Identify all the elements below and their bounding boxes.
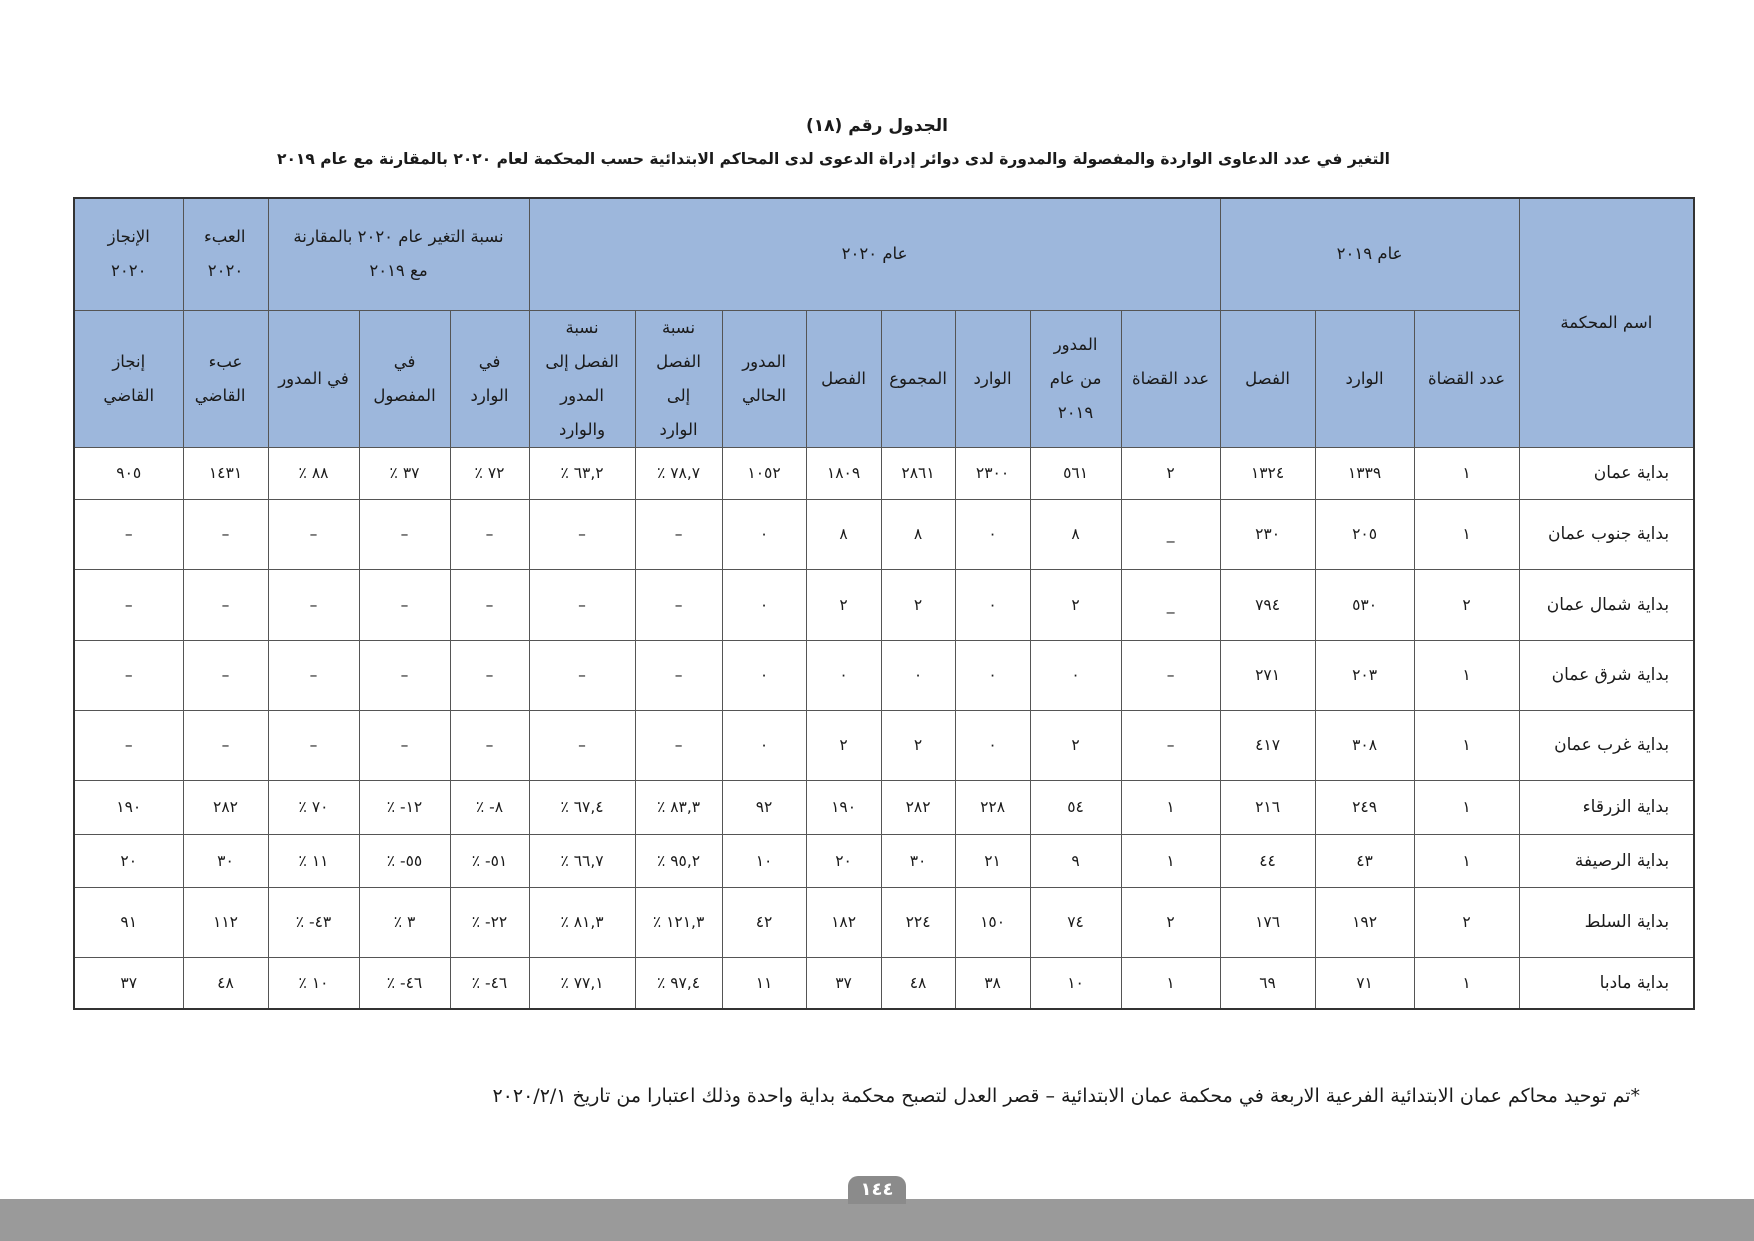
table-cell: ١٠٥٢ — [722, 447, 806, 499]
header-carried-from-2019: المدور من عام ٢٠١٩ — [1030, 310, 1121, 447]
table-cell: – — [74, 569, 183, 640]
table-cell: ٦٧,٤ ٪ — [529, 780, 635, 834]
table-cell: ٢٢٨ — [955, 780, 1030, 834]
header-court-name: اسم المحكمة — [1519, 198, 1694, 447]
table-cell: – — [183, 640, 268, 710]
table-cell: ١ — [1121, 780, 1220, 834]
table-cell: ٤٨ — [881, 957, 955, 1009]
header-resolution-to-incoming: نسبة الفصل إلى الوارد — [635, 310, 722, 447]
table-cell: ٢١٦ — [1220, 780, 1315, 834]
header-group-backlog: العبء ٢٠٢٠ — [183, 198, 268, 310]
table-cell: ٩٥,٢ ٪ — [635, 834, 722, 887]
table-cell: ٨ — [1030, 499, 1121, 569]
table-cell: ٢ — [881, 569, 955, 640]
table-cell: ١١ ٪ — [268, 834, 359, 887]
table-cell: ١٢١,٣ ٪ — [635, 887, 722, 957]
table-cell: – — [359, 640, 450, 710]
table-row — [74, 834, 1694, 887]
table-cell: ٧٧,١ ٪ — [529, 957, 635, 1009]
table-cell: ٢ — [1414, 887, 1519, 957]
table-cell: ٠ — [881, 640, 955, 710]
court-name-cell: بداية شرق عمان — [1519, 640, 1694, 710]
table-cell: ١٨٢ — [806, 887, 881, 957]
header-change-resolved: في المفصول — [359, 310, 450, 447]
table-cell: ٧٩٤ — [1220, 569, 1315, 640]
header-judge-achievement: إنجاز القاضي — [74, 310, 183, 447]
table-cell: ١٠ — [722, 834, 806, 887]
table-cell: – — [268, 569, 359, 640]
table-cell: ١ — [1414, 499, 1519, 569]
table-cell: ٢٢- ٪ — [450, 887, 529, 957]
table-cell: ٨٨ ٪ — [268, 447, 359, 499]
table-cell: – — [635, 640, 722, 710]
table-cell: ٧١ — [1315, 957, 1414, 1009]
table-cell: ١٢- ٪ — [359, 780, 450, 834]
table-cell: ٥٥- ٪ — [359, 834, 450, 887]
table-cell: – — [74, 499, 183, 569]
table-cell: ٦٣,٢ ٪ — [529, 447, 635, 499]
table-cell: ١١ — [722, 957, 806, 1009]
table-cell: – — [635, 499, 722, 569]
table-cell: ٩٧,٤ ٪ — [635, 957, 722, 1009]
table-cell: ١٣٣٩ — [1315, 447, 1414, 499]
table-cell: ٣٧ — [806, 957, 881, 1009]
header-group-2020: عام ٢٠٢٠ — [529, 198, 1220, 310]
table-cell: ٣٧ ٪ — [359, 447, 450, 499]
table-number: الجدول رقم (١٨) — [805, 116, 948, 136]
table-cell: ١ — [1414, 447, 1519, 499]
table-cell: ١٩٢ — [1315, 887, 1414, 957]
table-cell: ٠ — [722, 710, 806, 780]
header-judge-backlog: عبء القاضي — [183, 310, 268, 447]
table-cell: ٢ — [806, 710, 881, 780]
table-cell: – — [450, 569, 529, 640]
court-name-cell: بداية الزرقاء — [1519, 780, 1694, 834]
table-row — [74, 569, 1694, 640]
table-cell: ٩٢ — [722, 780, 806, 834]
header-current-carried: المدور الحالي — [722, 310, 806, 447]
table-cell: – — [529, 710, 635, 780]
header-group-change: نسبة التغير عام ٢٠٢٠ بالمقارنة مع ٢٠١٩ — [268, 198, 529, 310]
table-cell: – — [529, 499, 635, 569]
header-judges-2019: عدد القضاة — [1414, 310, 1519, 447]
court-name-cell: بداية السلط — [1519, 887, 1694, 957]
table-cell: ٧٢ ٪ — [450, 447, 529, 499]
table-cell: ٩ — [1030, 834, 1121, 887]
table-cell: – — [359, 569, 450, 640]
table-cell: ٢٢٤ — [881, 887, 955, 957]
table-cell: – — [183, 569, 268, 640]
table-row — [74, 710, 1694, 780]
table-cell: – — [268, 640, 359, 710]
table-cell: ١٣٢٤ — [1220, 447, 1315, 499]
table-cell: ٤٢ — [722, 887, 806, 957]
table-title — [0, 116, 1754, 136]
table-cell: _ — [1121, 569, 1220, 640]
table-cell: ٢٤٩ — [1315, 780, 1414, 834]
header-total-2020: المجموع — [881, 310, 955, 447]
table-cell: – — [450, 710, 529, 780]
table-cell: ٤٦- ٪ — [450, 957, 529, 1009]
table-cell: – — [74, 710, 183, 780]
table-cell: ٨- ٪ — [450, 780, 529, 834]
table-cell: ١٩٠ — [74, 780, 183, 834]
header-change-incoming: في الوارد — [450, 310, 529, 447]
court-name-cell: بداية غرب عمان — [1519, 710, 1694, 780]
court-name-cell: بداية مادبا — [1519, 957, 1694, 1009]
table-cell: ٢ — [1121, 887, 1220, 957]
header-incoming-2019: الوارد — [1315, 310, 1414, 447]
header-resolution-to-carried-incoming: نسبة الفصل إلى المدور والوارد — [529, 310, 635, 447]
footer-bar — [0, 1199, 1754, 1241]
table-row — [74, 447, 1694, 499]
table-cell: ٩٠٥ — [74, 447, 183, 499]
table-cell: – — [183, 710, 268, 780]
table-cell: _ — [1121, 499, 1220, 569]
table-cell: ٧٤ — [1030, 887, 1121, 957]
table-cell: ٢٣٠٠ — [955, 447, 1030, 499]
header-resolved-2020: الفصل — [806, 310, 881, 447]
table-cell: ١ — [1414, 957, 1519, 1009]
footnote: *تم توحيد محاكم عمان الابتدائية الفرعية الاربعة في محكمة عمان الابتدائية – قصر العدل لتصبح محكمة بداية واحدة وذلك اعتبارا من تاريخ ٢٠٢٠/٢/١ — [492, 1085, 1640, 1107]
table-cell: – — [359, 710, 450, 780]
table-cell: ٢٨٢ — [183, 780, 268, 834]
header-group-achievement: الإنجاز ٢٠٢٠ — [74, 198, 183, 310]
table-cell: ٤٣- ٪ — [268, 887, 359, 957]
table-cell: ٠ — [955, 569, 1030, 640]
table-cell: ١ — [1414, 780, 1519, 834]
court-cases-table — [73, 197, 1695, 1010]
data-table-wrapper — [73, 197, 1693, 1010]
table-cell: ٨ — [806, 499, 881, 569]
table-cell: – — [268, 499, 359, 569]
table-cell: ٢٧١ — [1220, 640, 1315, 710]
table-cell: ٤٨ — [183, 957, 268, 1009]
table-cell: ٥١- ٪ — [450, 834, 529, 887]
table-cell: ١ — [1414, 640, 1519, 710]
table-row — [74, 887, 1694, 957]
table-cell: ١١٢ — [183, 887, 268, 957]
table-cell: ٥٣٠ — [1315, 569, 1414, 640]
table-cell: ١٩٠ — [806, 780, 881, 834]
table-cell: ٦٦,٧ ٪ — [529, 834, 635, 887]
table-row — [74, 640, 1694, 710]
table-cell: ٠ — [722, 640, 806, 710]
table-cell: ١٠ ٪ — [268, 957, 359, 1009]
table-cell: – — [450, 499, 529, 569]
table-row — [74, 780, 1694, 834]
table-cell: ٢٠٥ — [1315, 499, 1414, 569]
table-cell: – — [450, 640, 529, 710]
table-cell: – — [635, 569, 722, 640]
page-number: ١٤٤ — [848, 1176, 906, 1204]
court-name-cell: بداية عمان — [1519, 447, 1694, 499]
table-cell: ١٥٠ — [955, 887, 1030, 957]
table-cell: ٤٦- ٪ — [359, 957, 450, 1009]
table-cell: ٠ — [955, 640, 1030, 710]
table-cell: ٣٨ — [955, 957, 1030, 1009]
table-cell: ٣ ٪ — [359, 887, 450, 957]
table-cell: ١ — [1121, 957, 1220, 1009]
table-cell: ٢ — [1121, 447, 1220, 499]
table-cell: ٢٠ — [806, 834, 881, 887]
table-cell: – — [183, 499, 268, 569]
table-row — [74, 499, 1694, 569]
table-cell: ٦٩ — [1220, 957, 1315, 1009]
table-cell: – — [74, 640, 183, 710]
table-cell: ٤١٧ — [1220, 710, 1315, 780]
table-cell: ٢٨٢ — [881, 780, 955, 834]
header-judges-2020: عدد القضاة — [1121, 310, 1220, 447]
table-cell: ٤٤ — [1220, 834, 1315, 887]
table-cell: ٨١,٣ ٪ — [529, 887, 635, 957]
table-row — [74, 957, 1694, 1009]
table-cell: ١٠ — [1030, 957, 1121, 1009]
court-name-cell: بداية شمال عمان — [1519, 569, 1694, 640]
table-cell: ٧٠ ٪ — [268, 780, 359, 834]
table-cell: ١ — [1414, 834, 1519, 887]
table-cell: ٢٨٦١ — [881, 447, 955, 499]
table-cell: ٢٣٠ — [1220, 499, 1315, 569]
table-cell: ٠ — [806, 640, 881, 710]
court-name-cell: بداية الرصيفة — [1519, 834, 1694, 887]
table-cell: ٠ — [722, 569, 806, 640]
table-cell: ١٧٦ — [1220, 887, 1315, 957]
table-cell: ٢ — [806, 569, 881, 640]
table-cell: ١٤٣١ — [183, 447, 268, 499]
table-cell: ٢ — [1030, 710, 1121, 780]
table-cell: ١ — [1414, 710, 1519, 780]
table-cell: ٢ — [881, 710, 955, 780]
table-cell: – — [635, 710, 722, 780]
table-cell: – — [1121, 710, 1220, 780]
header-resolved-2019: الفصل — [1220, 310, 1315, 447]
table-cell: – — [1121, 640, 1220, 710]
table-cell: ٠ — [955, 710, 1030, 780]
table-cell: ٢ — [1030, 569, 1121, 640]
table-cell: – — [268, 710, 359, 780]
table-cell: ٨ — [881, 499, 955, 569]
table-cell: ٥٦١ — [1030, 447, 1121, 499]
table-cell: ٠ — [955, 499, 1030, 569]
table-cell: ٥٤ — [1030, 780, 1121, 834]
header-group-2019: عام ٢٠١٩ — [1220, 198, 1519, 310]
table-cell: ١٨٠٩ — [806, 447, 881, 499]
table-cell: ٢٠ — [74, 834, 183, 887]
table-cell: ٣٧ — [74, 957, 183, 1009]
table-cell: ٧٨,٧ ٪ — [635, 447, 722, 499]
table-cell: ٢٠٣ — [1315, 640, 1414, 710]
table-cell: – — [359, 499, 450, 569]
header-incoming-2020: الوارد — [955, 310, 1030, 447]
table-cell: ٠ — [722, 499, 806, 569]
table-cell: ٣٠ — [881, 834, 955, 887]
table-cell: ١ — [1121, 834, 1220, 887]
table-cell: ٨٣,٣ ٪ — [635, 780, 722, 834]
table-cell: ٤٣ — [1315, 834, 1414, 887]
table-cell: ٣٠٨ — [1315, 710, 1414, 780]
table-cell: – — [529, 640, 635, 710]
court-name-cell: بداية جنوب عمان — [1519, 499, 1694, 569]
table-cell: ٩١ — [74, 887, 183, 957]
header-change-carried: في المدور — [268, 310, 359, 447]
table-cell: ٢ — [1414, 569, 1519, 640]
table-cell: ٠ — [1030, 640, 1121, 710]
table-cell: ٢١ — [955, 834, 1030, 887]
table-caption: التغير في عدد الدعاوى الواردة والمفصولة والمدورة لدى دوائر إدراة الدعوى لدى المحاكم الابتدائية حسب المحكمة لعام ٢٠٢٠ بالمقارنة مع عام ٢٠١٩ — [277, 150, 1390, 168]
table-cell: ٣٠ — [183, 834, 268, 887]
table-cell: – — [529, 569, 635, 640]
